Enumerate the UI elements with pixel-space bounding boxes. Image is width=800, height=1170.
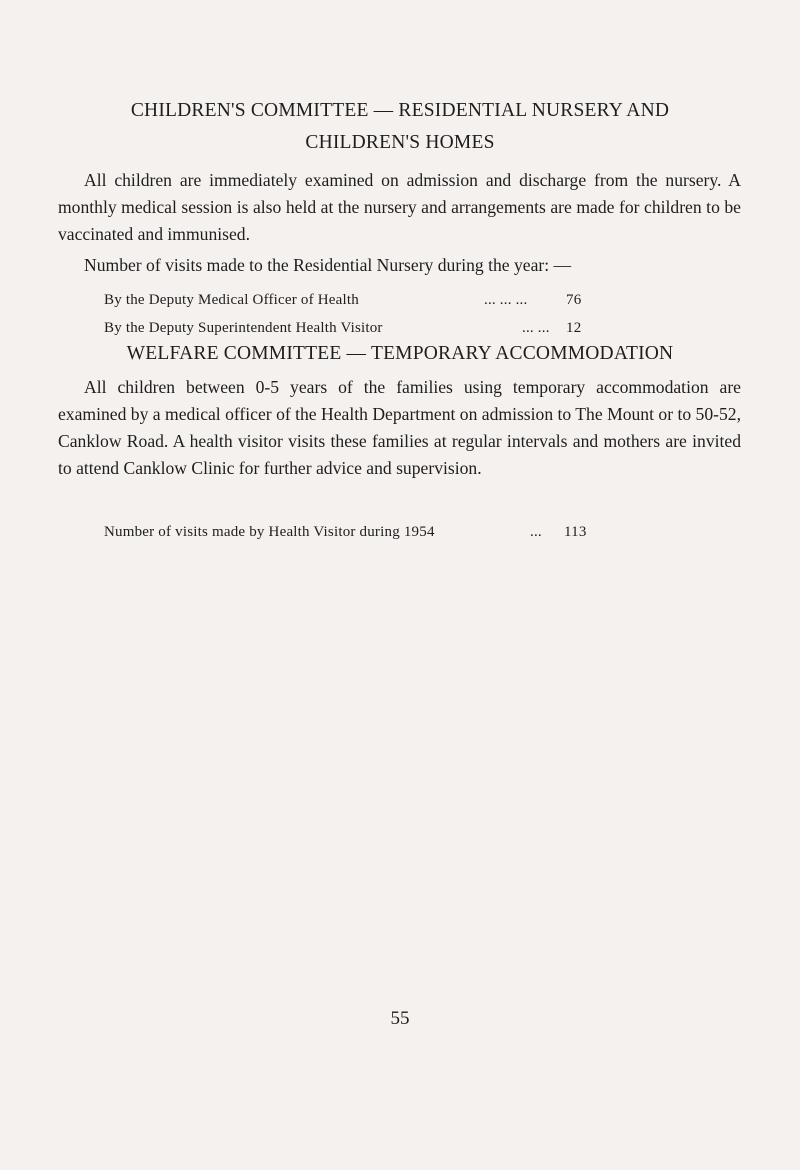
section1-heading-line1: CHILDREN'S COMMITTEE — RESIDENTIAL NURSERY AND	[130, 100, 670, 121]
section1-heading-line2: CHILDREN'S HOMES	[305, 132, 495, 153]
page-number: 55	[390, 1008, 410, 1029]
visits-row-label: By the Deputy Medical Officer of Health	[104, 292, 359, 308]
leader-dots: ... ... ...	[484, 292, 528, 308]
section2-paragraph: All children between 0-5 years of the families using temporary accommodation are examined by a medical officer of the Health Department on admission to The Mount or to 50-52, Canklow Road. A health visitor visits these families at regular intervals and mothers are invited to attend Canklow Clinic for further advice and supervision.	[58, 377, 741, 478]
leader-dots: ... ...	[522, 320, 550, 336]
visits-intro: Number of visits made to the Residential Nursery during the year: —	[84, 255, 572, 275]
visits-row-label: By the Deputy Superintendent Health Visitor	[104, 320, 383, 336]
visits-row-value: 12	[566, 320, 582, 336]
visits-row-health-visitor	[104, 318, 582, 338]
section2-heading: WELFARE COMMITTEE — TEMPORARY ACCOMMODATION	[126, 343, 674, 364]
visits-row-label: Number of visits made by Health Visitor during 1954	[104, 524, 435, 540]
visits-row-medical-officer	[104, 290, 582, 310]
visits-row-1954	[104, 522, 587, 542]
visits-row-value: 76	[566, 292, 582, 308]
visits-row-value: 113	[564, 524, 587, 540]
section1-paragraph: All children are immediately examined on admission and discharge from the nursery. A monthly medical session is also held at the nursery and arrangements are made for children to be vaccinated and immunised.	[58, 170, 741, 244]
leader-dots: ...	[530, 524, 542, 540]
